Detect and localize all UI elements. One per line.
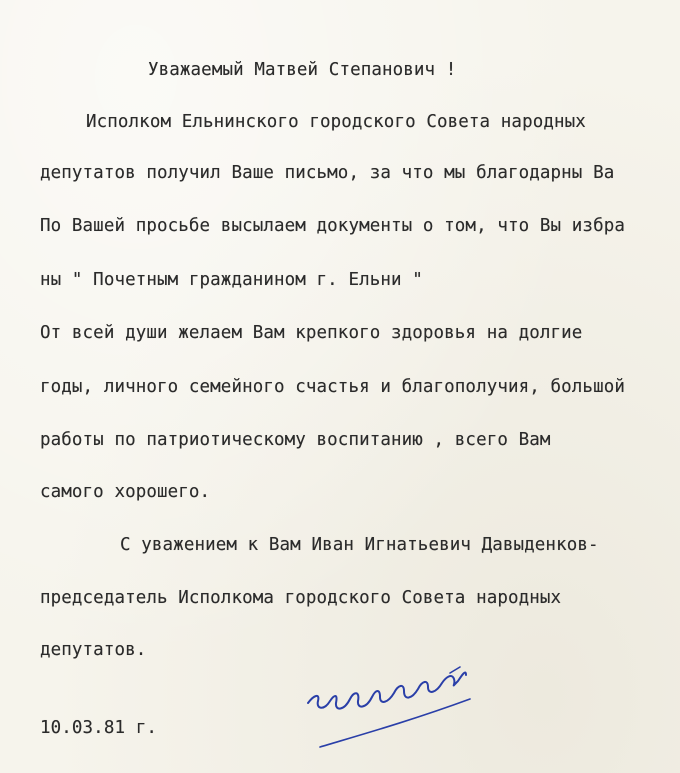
letter-line-4: ны " Почетным гражданином г. Ельни " [40, 270, 423, 290]
handwritten-signature [300, 655, 500, 755]
salutation: Уважаемый Матвей Степанович ! [148, 60, 457, 80]
letter-line-6: годы, личного семейного счастья и благополучия, большой [40, 377, 625, 397]
letter-line-2: депутатов получил Ваше письмо, за что мы благодарны Ва [40, 163, 615, 183]
signer-title-line: председатель Исполкома городского Совета народных [40, 588, 562, 608]
letter-line-3: По Вашей просьбе высылаем документы о том, что Вы избра [40, 216, 625, 236]
letter-line-1: Исполком Ельнинского городского Совета народных [86, 112, 586, 132]
signer-title-line-2: депутатов. [40, 640, 147, 660]
letter-date: 10.03.81 г. [40, 718, 157, 738]
letter-line-8: самого хорошего. [40, 482, 211, 502]
letter-line-5: От всей души желаем Вам крепкого здоровья на долгие [40, 323, 583, 343]
letter-line-7: работы по патриотическому воспитанию , всего Вам [40, 430, 551, 450]
closing-line: С уважением к Вам Иван Игнатьевич Давыденков- [120, 535, 599, 555]
